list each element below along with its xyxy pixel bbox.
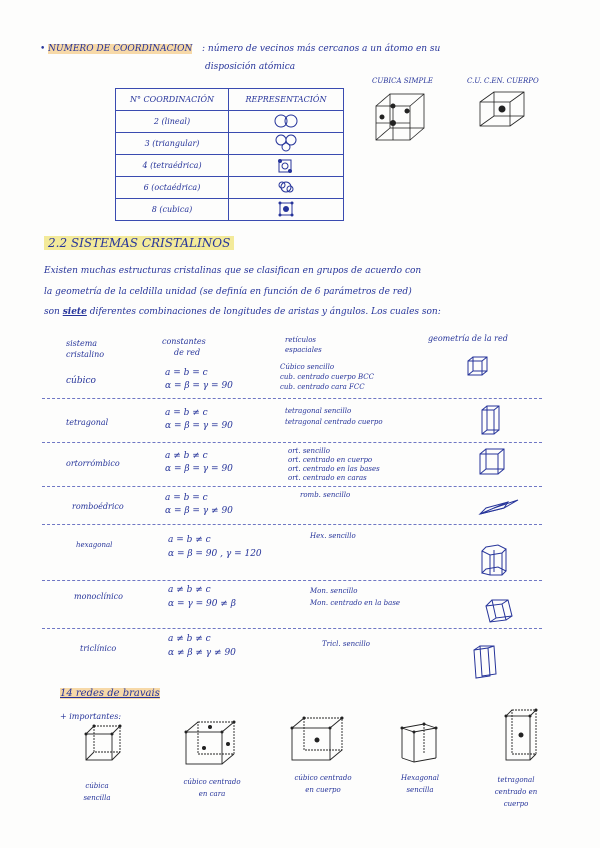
label-cubic-simple: CUBICA SIMPLE xyxy=(372,77,433,85)
rhombohedral-geometry-icon xyxy=(478,496,520,518)
system-constants: a ≠ b ≠ c α = γ = 90 ≠ β xyxy=(168,585,236,609)
col-header-system: sistema cristalino xyxy=(66,339,105,359)
simple-cubic-sketch xyxy=(372,88,432,148)
bravais-subtitle: + importantes: xyxy=(60,712,122,721)
hexagonal-geometry-icon xyxy=(480,543,508,577)
cubic-geometry-icon xyxy=(466,355,490,379)
section-title: 2.2 SISTEMAS CRISTALINOS xyxy=(44,236,234,250)
system-name: romboédrico xyxy=(72,502,124,511)
table-header-coordination: N° COORDINACIÓN xyxy=(116,89,229,111)
bravais-label: cúbico centrado en cara xyxy=(183,778,241,798)
system-name: monoclínico xyxy=(74,592,123,601)
col-header-lattices: retículos espaciales xyxy=(285,336,322,354)
row-divider xyxy=(42,628,542,629)
tetrahedral-representation-icon xyxy=(229,155,344,177)
label-body-centered: C.U. C.EN. CUERPO xyxy=(467,77,539,85)
body-centered-cubic-sketch xyxy=(476,90,532,130)
simple-cubic-cell-sketch xyxy=(84,724,124,764)
system-name: cúbico xyxy=(66,376,96,386)
system-lattices: Mon. sencillo Mon. centrado en la base xyxy=(310,587,401,607)
row-divider xyxy=(42,580,542,581)
system-lattices: romb. sencillo xyxy=(300,491,351,499)
bravais-label: tetragonal centrado en cuerpo xyxy=(494,776,538,808)
body-centered-cubic-cell-sketch xyxy=(290,716,346,764)
system-name: tetragonal xyxy=(66,418,109,427)
triclinic-geometry-icon xyxy=(472,644,498,680)
system-constants: a = b ≠ c α = β = 90 , γ = 120 xyxy=(168,535,262,559)
system-constants: a = b = c α = β = γ = 90 xyxy=(165,368,233,391)
orthorhombic-geometry-icon xyxy=(478,447,506,477)
bravais-label: Hexagonal sencilla xyxy=(401,774,439,794)
coordination-definition-2: disposición atómica xyxy=(205,62,296,72)
bravais-title: 14 redes de bravais xyxy=(60,688,160,699)
system-lattices: Tricl. sencillo xyxy=(322,640,370,648)
linear-representation-icon xyxy=(229,111,344,133)
coordination-table xyxy=(115,88,344,221)
table-row-label: 6 (octaédrica) xyxy=(116,177,229,199)
system-lattices: Hex. sencillo xyxy=(310,532,356,540)
row-divider xyxy=(42,524,542,525)
coordination-definition-1: : número de vecinos más cercanos a un átomo en su xyxy=(202,44,441,54)
row-divider xyxy=(42,442,542,443)
body-centered-tetragonal-cell-sketch xyxy=(504,708,540,764)
cubic-representation-icon xyxy=(229,199,344,221)
paragraph-line-3: son siete diferentes combinaciones de longitudes de aristas y ángulos. Los cuales son: xyxy=(44,307,441,317)
table-row-label: 8 (cubica) xyxy=(116,199,229,221)
coordination-heading: • NUMERO DE COORDINACION xyxy=(40,44,193,54)
table-row-label: 2 (lineal) xyxy=(116,111,229,133)
bravais-label: cúbica sencilla xyxy=(83,782,111,802)
table-row-label: 3 (triangular) xyxy=(116,133,229,155)
row-divider xyxy=(42,486,542,487)
row-divider xyxy=(42,398,542,399)
paragraph-line-2: la geometría de la celdilla unidad (se definía en función de 6 parámetros de red) xyxy=(44,287,412,297)
system-constants: a = b ≠ c α = β = γ = 90 xyxy=(165,408,233,431)
octahedral-representation-icon xyxy=(229,177,344,199)
monoclinic-geometry-icon xyxy=(484,598,514,626)
table-row-label: 4 (tetraédrica) xyxy=(116,155,229,177)
system-lattices: tetragonal sencillo tetragonal centrado cuerpo xyxy=(285,407,383,426)
tetragonal-geometry-icon xyxy=(480,404,502,436)
hexagonal-cell-sketch xyxy=(400,718,440,766)
system-lattices: Cúbico sencillo cub. centrado cuerpo BCC cub. centrado cara FCC xyxy=(280,363,375,391)
system-name: triclínico xyxy=(80,644,117,653)
system-constants: a ≠ b ≠ c α ≠ β ≠ γ ≠ 90 xyxy=(168,634,236,658)
face-centered-cubic-cell-sketch xyxy=(184,720,238,768)
system-constants: a ≠ b ≠ c α = β = γ = 90 xyxy=(165,451,233,474)
system-constants: a = b = c α = β = γ ≠ 90 xyxy=(165,493,233,516)
emphasis-seven: siete xyxy=(62,307,87,317)
col-header-constants: constantes de red xyxy=(162,337,206,357)
table-header-representation: REPRESENTACIÓN xyxy=(229,89,344,111)
system-name: hexagonal xyxy=(76,541,113,549)
paragraph-line-1: Existen muchas estructuras cristalinas que se clasifican en grupos de acuerdo con xyxy=(44,266,422,276)
triangular-representation-icon xyxy=(229,133,344,155)
bravais-label: cúbico centrado en cuerpo xyxy=(294,774,352,794)
system-lattices: ort. sencillo ort. centrado en cuerpo ort. centrado en las bases ort. centrado en caras xyxy=(288,447,380,482)
system-name: ortorrómbico xyxy=(66,459,120,468)
col-header-geometry: geometría de la red xyxy=(428,334,508,343)
